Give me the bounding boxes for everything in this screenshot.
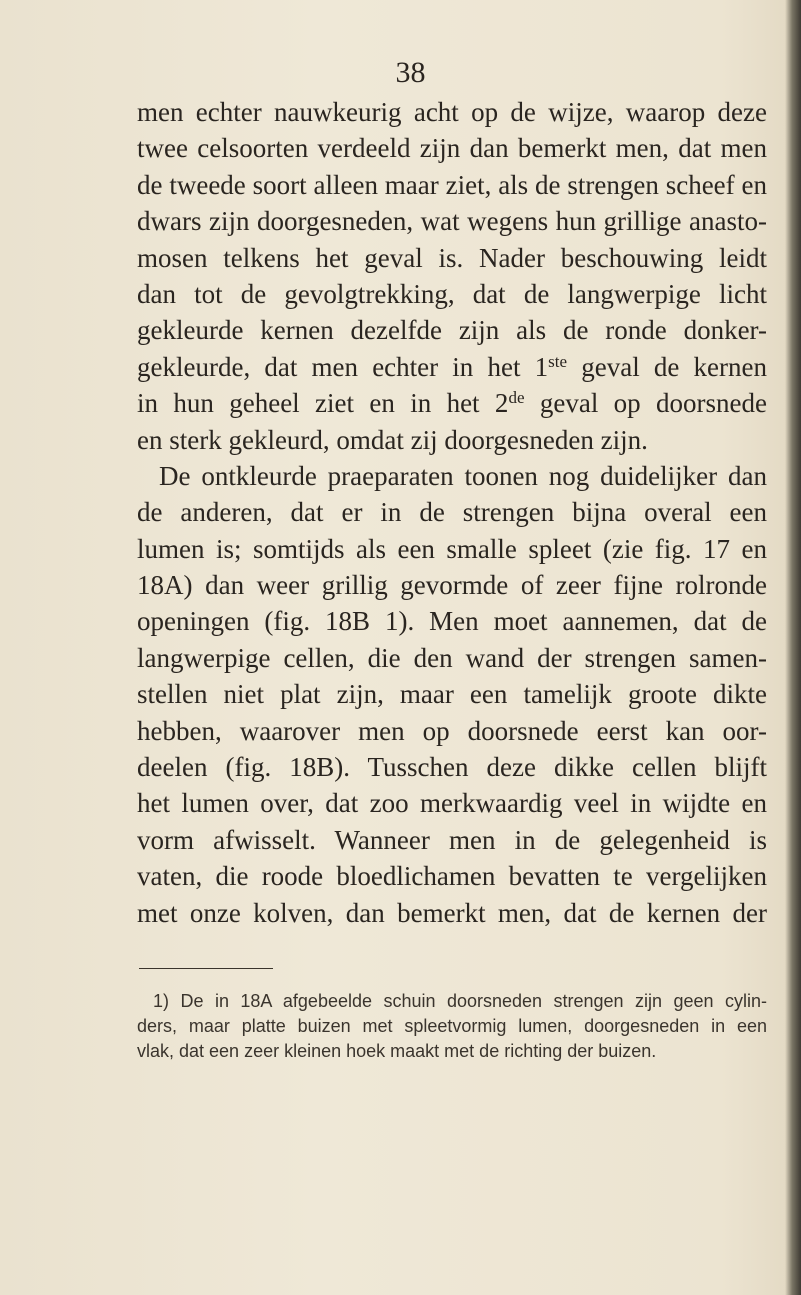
text-line: gekleurde kernen dezelfde zijn als de ronde donker- bbox=[137, 315, 767, 346]
text-line: twee celsoorten verdeeld zijn dan bemerkt men, dat men bbox=[137, 133, 767, 164]
text-line: De ontkleurde praeparaten toonen nog duidelijker dan bbox=[159, 460, 767, 491]
text-span: geval de kernen bbox=[567, 351, 767, 382]
text-line: openingen (fig. 18B 1). Men moet aannemen, dat de bbox=[137, 606, 767, 637]
text-line: met onze kolven, dan bemerkt men, dat de kernen der bbox=[137, 897, 767, 928]
text-line: vaten, die roode bloedlichamen bevatten te vergelijken bbox=[137, 861, 767, 892]
footnote-line: ders, maar platte buizen met spleetvormig lumen, doorgesneden in een bbox=[137, 1016, 767, 1036]
text-line: vorm afwisselt. Wanneer men in de gelegenheid is bbox=[137, 824, 767, 855]
text-line: de anderen, dat er in de strengen bijna overal een bbox=[137, 497, 767, 528]
page-edge-shadow bbox=[785, 0, 801, 1295]
text-line: dwars zijn doorgesneden, wat wegens hun grillige anasto- bbox=[137, 206, 767, 237]
text-line: stellen niet plat zijn, maar een tamelijk groote dikte bbox=[137, 679, 767, 710]
footnotes bbox=[137, 989, 767, 1064]
text-span: geval op doorsnede bbox=[524, 388, 768, 419]
text-line: en sterk gekleurd, omdat zij doorgesneden zijn. bbox=[137, 424, 648, 455]
superscript: ste bbox=[548, 351, 568, 371]
page-number: 38 bbox=[395, 56, 426, 89]
text-line: deelen (fig. 18B). Tusschen deze dikke cellen blijft bbox=[137, 752, 767, 783]
text-line: hebben, waarover men op doorsnede eerst kan oor- bbox=[137, 715, 767, 746]
text-span: in hun geheel ziet en in het 2 bbox=[137, 388, 509, 419]
text-line bbox=[137, 349, 767, 385]
footnote-divider bbox=[139, 968, 273, 969]
text-line: het lumen over, dat zoo merkwaardig veel in wijdte en bbox=[137, 788, 767, 819]
footnote-line: vlak, dat een zeer kleinen hoek maakt met de richting der buizen. bbox=[137, 1041, 657, 1061]
superscript: de bbox=[508, 388, 525, 408]
text-span: gekleurde, dat men echter in het 1 bbox=[137, 351, 549, 382]
text-line: lumen is; somtijds als een smalle spleet (zie fig. 17 en bbox=[137, 533, 767, 564]
text-line: 18A) dan weer grillig gevormde of zeer fijne rolronde bbox=[137, 570, 767, 601]
footnote-line: 1) De in 18A afgebeelde schuin doorsneden strengen zijn geen cylin- bbox=[153, 991, 767, 1011]
text-line: men echter nauwkeurig acht op de wijze, waarop deze bbox=[137, 97, 767, 127]
body-text bbox=[137, 94, 767, 931]
text-line: mosen telkens het geval is. Nader beschouwing leidt bbox=[137, 242, 767, 273]
text-line: dan tot de gevolgtrekking, dat de langwerpige licht bbox=[137, 278, 767, 309]
text-line: de tweede soort alleen maar ziet, als de strengen scheef en bbox=[137, 169, 767, 200]
text-line: langwerpige cellen, die den wand der strengen samen- bbox=[137, 642, 767, 673]
text-line bbox=[137, 385, 767, 421]
